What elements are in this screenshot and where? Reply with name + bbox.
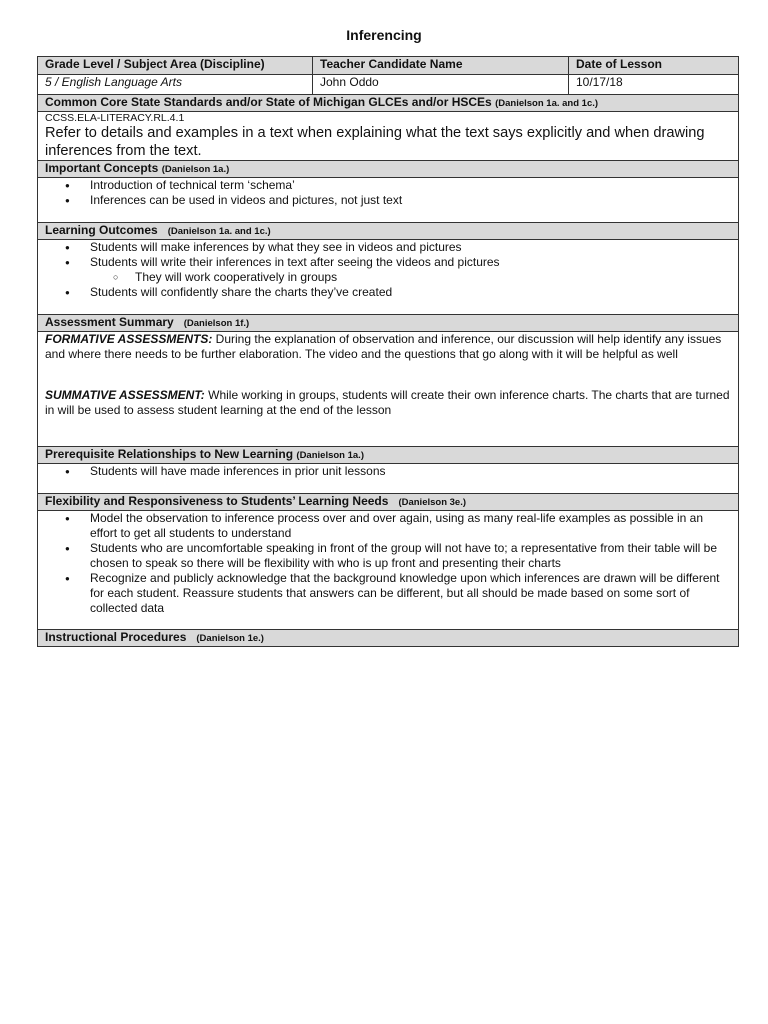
standards-code: CCSS.ELA-LITERACY.RL.4.1 [45, 112, 185, 124]
list-item: ● Model the observation to inference process over and over again, using as many real-life examples as possible in an effort to get all students to understand [90, 511, 731, 541]
document-title: Inferencing [346, 27, 422, 43]
summative-text: While working in groups, students will create their own inference charts. The charts that are turned in will be used to assess student learning at the end of the lesson [45, 388, 730, 417]
list-item: ● Students who are uncomfortable speaking in front of the group will not have to; a representative from their table will be chosen to speak so there will be flexibility with who is up front and presenting their charts [90, 541, 731, 571]
list-item: ● Students will have made inferences in prior unit lessons [90, 464, 731, 479]
prerequisite-note: (Danielson 1a.) [296, 450, 364, 461]
procedures-heading [38, 630, 739, 647]
lesson-plan-table [37, 56, 739, 647]
outcomes-body-row [38, 240, 739, 315]
standards-body [38, 112, 739, 161]
standards-heading [38, 95, 739, 112]
concepts-header-row [38, 161, 739, 178]
prerequisite-header-row [38, 447, 739, 464]
teacher-name-label: Teacher Candidate Name [313, 57, 569, 75]
flexibility-body-row [38, 511, 739, 630]
summative-label: SUMMATIVE ASSESSMENT: [45, 388, 205, 402]
standards-heading-text: Common Core State Standards and/or State of Michigan GLCEs and/or HSCEs [45, 95, 492, 109]
flexibility-heading [38, 494, 739, 511]
header-label-row [38, 57, 739, 75]
outcomes-heading [38, 223, 739, 240]
assessment-body [38, 332, 739, 447]
assessment-body-row [38, 332, 739, 447]
flexibility-heading-text: Flexibility and Responsiveness to Students’ Learning Needs [45, 494, 389, 508]
concepts-heading-text: Important Concepts [45, 161, 159, 175]
sub-list-item: ○ They will work cooperatively in groups [135, 270, 731, 285]
teacher-name-value: John Oddo [313, 75, 569, 95]
assessment-header-row [38, 315, 739, 332]
assessment-note: (Danielson 1f.) [183, 318, 250, 329]
concepts-list [45, 178, 731, 208]
flexibility-note: (Danielson 3e.) [398, 497, 467, 508]
list-item [90, 255, 731, 285]
flexibility-body [38, 511, 739, 630]
date-value: 10/17/18 [569, 75, 739, 95]
outcomes-list [45, 240, 731, 300]
concepts-note: (Danielson 1a.) [161, 164, 230, 175]
prerequisite-heading-text: Prerequisite Relationships to New Learning [45, 447, 294, 461]
assessment-heading [38, 315, 739, 332]
prerequisite-heading [38, 447, 739, 464]
formative-text: During the explanation of observation and inference, our discussion will help identify any issues and where there needs to be further elaboration. The video and the questions that go along with it will be helpful as well [45, 332, 722, 361]
concepts-heading [38, 161, 739, 178]
standards-note: (Danielson 1a. and 1c.) [495, 98, 599, 109]
summative-paragraph [45, 388, 731, 418]
list-item-text: Students will write their inferences in text after seeing the videos and pictures [90, 255, 500, 269]
grade-level-value: 5 / English Language Arts [38, 75, 313, 95]
formative-paragraph [45, 332, 731, 362]
prerequisite-body [38, 464, 739, 494]
standards-header-row [38, 95, 739, 112]
date-label: Date of Lesson [569, 57, 739, 75]
outcomes-sublist [90, 270, 731, 285]
outcomes-note: (Danielson 1a. and 1c.) [167, 226, 271, 237]
procedures-heading-text: Instructional Procedures [45, 630, 187, 644]
outcomes-body [38, 240, 739, 315]
flexibility-list [45, 511, 731, 616]
list-item: ● Students will make inferences by what they see in videos and pictures [90, 240, 731, 255]
list-item: ● Introduction of technical term ‘schema’ [90, 178, 731, 193]
flexibility-header-row [38, 494, 739, 511]
prerequisite-body-row [38, 464, 739, 494]
outcomes-heading-text: Learning Outcomes [45, 223, 158, 237]
procedures-note: (Danielson 1e.) [196, 633, 264, 644]
grade-level-label: Grade Level / Subject Area (Discipline) [38, 57, 313, 75]
standards-text: Refer to details and examples in a text when explaining what the text says explicitly and when drawing inferences from the text. [45, 125, 705, 159]
concepts-body [38, 178, 739, 223]
outcomes-header-row [38, 223, 739, 240]
spacer [45, 362, 731, 388]
standards-body-row [38, 112, 739, 161]
concepts-body-row [38, 178, 739, 223]
header-value-row [38, 75, 739, 95]
assessment-heading-text: Assessment Summary [45, 315, 174, 329]
list-item: ● Students will confidently share the charts they’ve created [90, 285, 731, 300]
formative-label: FORMATIVE ASSESSMENTS: [45, 332, 213, 346]
list-item: ● Inferences can be used in videos and pictures, not just text [90, 193, 731, 208]
prerequisite-list [45, 464, 731, 479]
procedures-header-row [38, 630, 739, 647]
list-item: ● Recognize and publicly acknowledge that the background knowledge upon which inferences are drawn will be different for each student. Reassure students that answers can be different, but all should be made based on some sort of collected data [90, 571, 731, 616]
